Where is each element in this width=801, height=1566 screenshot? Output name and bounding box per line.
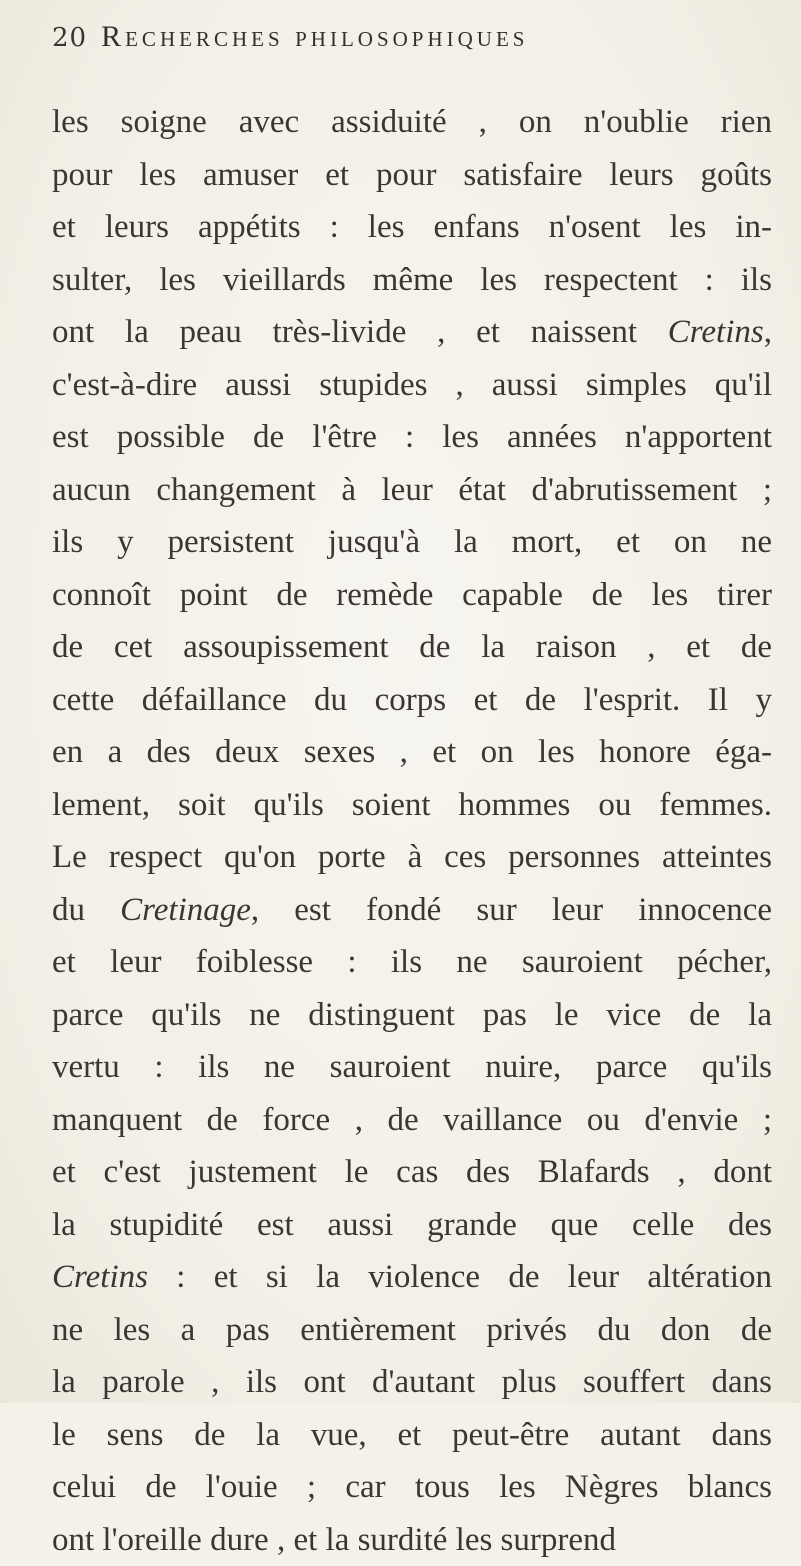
text-segment: vertu : ils ne sauroient nuire, parce qu'ils [52, 1049, 772, 1085]
page-number: 20 [52, 23, 87, 53]
text-segment: , est fondé sur leur innocence [251, 892, 772, 928]
text-line [52, 674, 772, 727]
text-segment: la stupidité est aussi grande que celle des [52, 1207, 772, 1243]
text-segment: sulter, les vieillards même les respectent : ils [52, 262, 772, 298]
text-segment: est possible de l'être : les années n'apportent [52, 419, 772, 455]
text-segment: celui de l'ouie ; car tous les Nègres blancs [52, 1469, 772, 1505]
italic-term: Cretinage [120, 892, 251, 928]
text-line [52, 884, 772, 937]
text-segment: du [52, 892, 120, 928]
text-line [52, 936, 772, 989]
text-segment: aucun changement à leur état d'abrutissement ; [52, 472, 772, 508]
italic-term: Cretins [52, 1259, 148, 1295]
text-segment: c'est-à-dire aussi stupides , aussi simples qu'il [52, 367, 772, 403]
text-segment: ne les a pas entièrement privés du don de [52, 1312, 772, 1348]
text-segment: de cet assoupissement de la raison , et de [52, 629, 772, 665]
text-line [52, 254, 772, 307]
text-line [52, 569, 772, 622]
text-segment: les soigne avec assiduité , on n'oublie rien [52, 104, 772, 140]
text-line [52, 1041, 772, 1094]
text-segment: ils y persistent jusqu'à la mort, et on ne [52, 524, 772, 560]
text-line [52, 96, 772, 149]
text-line [52, 779, 772, 832]
text-line [52, 1461, 772, 1514]
text-segment: et leurs appétits : les enfans n'osent les in- [52, 209, 772, 245]
text-segment: la parole , ils ont d'autant plus souffert dans [52, 1364, 772, 1400]
body-text [52, 96, 772, 1566]
text-line [52, 359, 772, 412]
text-segment: ont la peau très-livide , et naissent [52, 314, 668, 350]
text-line [52, 726, 772, 779]
text-segment: : et si la violence de leur altération [148, 1259, 772, 1295]
text-line [52, 989, 772, 1042]
text-line [52, 516, 772, 569]
text-line [52, 831, 772, 884]
text-line [52, 1094, 772, 1147]
text-segment: et c'est justement le cas des Blafards , dont [52, 1154, 772, 1190]
text-segment: , [764, 314, 772, 350]
text-line [52, 1146, 772, 1199]
text-segment: connoît point de remède capable de les tirer [52, 577, 772, 613]
running-head [52, 20, 761, 64]
text-segment: parce qu'ils ne distinguent pas le vice de la [52, 997, 772, 1033]
text-line [52, 621, 772, 674]
text-line [52, 201, 772, 254]
text-segment: lement, soit qu'ils soient hommes ou femmes. [52, 787, 772, 823]
text-line [52, 1304, 772, 1357]
text-line [52, 1251, 772, 1304]
text-line [52, 1409, 772, 1462]
text-line [52, 149, 772, 202]
text-segment: et leur foiblesse : ils ne sauroient pécher, [52, 944, 772, 980]
italic-term: Cretins [668, 314, 764, 350]
text-segment: le sens de la vue, et peut-être autant dans [52, 1417, 772, 1453]
text-line [52, 1199, 772, 1252]
text-line [52, 464, 772, 517]
text-segment: cette défaillance du corps et de l'esprit. Il y [52, 682, 772, 718]
text-segment: en a des deux sexes , et on les honore éga- [52, 734, 772, 770]
text-segment: ont l'oreille dure , et la surdité les surprend [52, 1522, 616, 1558]
text-line [52, 411, 772, 464]
text-line [52, 1514, 772, 1566]
text-segment: Le respect qu'on porte à ces personnes atteintes [52, 839, 772, 875]
text-segment: pour les amuser et pour satisfaire leurs goûts [52, 157, 772, 193]
running-title: Recherches philosophiques [101, 20, 528, 54]
text-line [52, 1356, 772, 1409]
text-segment: manquent de force , de vaillance ou d'envie ; [52, 1102, 772, 1138]
text-line [52, 306, 772, 359]
